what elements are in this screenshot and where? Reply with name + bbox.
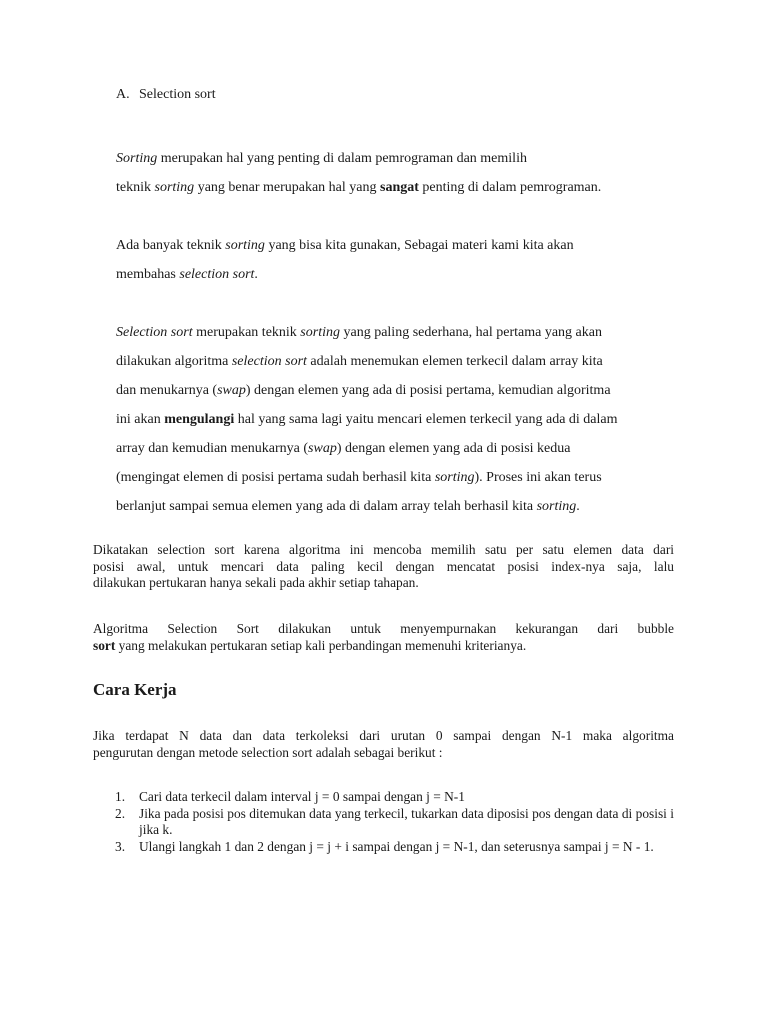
text-run: (mengingat elemen di posisi pertama sudah berhasil kita bbox=[116, 470, 435, 485]
text-run: adalah menemukan elemen terkecil dalam array kita bbox=[306, 354, 603, 369]
italic-term: swap bbox=[308, 441, 337, 456]
text-run: dilakukan algoritma bbox=[116, 354, 232, 369]
text-run: yang melakukan pertukaran setiap kali perbandingan memenuhi kriterianya. bbox=[115, 637, 527, 653]
paragraph-line: posisi awal, untuk mencari data paling kecil dengan mencatat posisi index-nya saja, lalu bbox=[93, 558, 674, 574]
text-run: yang paling sederhana, hal pertama yang akan bbox=[339, 325, 602, 340]
paragraph-dikatakan bbox=[93, 542, 674, 592]
paragraph-line bbox=[116, 434, 676, 463]
italic-term: sorting bbox=[300, 325, 340, 340]
paragraph-line: Algoritma Selection Sort dilakukan untuk menyempurnakan kekurangan dari bubble bbox=[93, 621, 674, 636]
italic-term: sorting bbox=[536, 499, 577, 514]
list-item bbox=[93, 839, 674, 856]
italic-term: selection sort bbox=[231, 354, 307, 369]
text-run: ) dengan elemen yang ada di posisi pertama, kemudian algoritma bbox=[245, 383, 611, 398]
paragraph-line bbox=[116, 376, 676, 405]
paragraph-line bbox=[116, 144, 676, 173]
text-run: yang bisa kita gunakan, Sebagai materi kami kita akan bbox=[264, 238, 574, 253]
text-run: merupakan teknik bbox=[192, 325, 301, 340]
paragraph-line bbox=[116, 231, 676, 260]
italic-term: sorting bbox=[225, 238, 265, 253]
italic-term: selection sort bbox=[179, 267, 255, 282]
text-run: ). Proses ini akan terus bbox=[474, 470, 602, 485]
italic-term: Selection sort bbox=[116, 325, 193, 340]
paragraph-algoritma bbox=[93, 621, 674, 654]
italic-term: sorting bbox=[154, 180, 195, 195]
paragraph-line: Jika terdapat N data dan data terkoleksi dari urutan 0 sampai dengan N-1 maka algoritma bbox=[93, 728, 674, 743]
text-run: . bbox=[576, 499, 580, 514]
list-item bbox=[93, 789, 674, 806]
text-run: hal yang sama lagi yaitu mencari elemen terkecil yang ada di dalam bbox=[234, 412, 618, 427]
paragraph-line bbox=[116, 347, 676, 376]
text-run: . bbox=[254, 267, 258, 282]
section-heading-cara-kerja: Cara Kerja bbox=[93, 680, 177, 699]
text-run: ) dengan elemen yang ada di posisi kedua bbox=[336, 441, 571, 456]
list-text: Cari data terkecil dalam interval j = 0 sampai dengan j = N-1 bbox=[139, 789, 465, 804]
paragraph-jika bbox=[93, 728, 674, 761]
section-heading-a bbox=[116, 87, 216, 103]
paragraph-line bbox=[116, 173, 676, 202]
paragraph-sorting-intro bbox=[116, 144, 676, 202]
bold-term: sangat bbox=[380, 180, 419, 195]
text-run: membahas bbox=[116, 267, 180, 282]
italic-term: Sorting bbox=[116, 151, 158, 166]
paragraph-line bbox=[116, 318, 676, 347]
paragraph-selection-sort bbox=[116, 318, 676, 521]
bold-term: mengulangi bbox=[164, 412, 235, 427]
paragraph-line bbox=[93, 638, 674, 655]
text-run: berlanjut sampai semua elemen yang ada di dalam array telah berhasil kita bbox=[116, 499, 537, 514]
list-item bbox=[93, 806, 674, 839]
bold-term: sort bbox=[93, 637, 116, 653]
italic-term: swap bbox=[217, 383, 246, 398]
text-run: Ada banyak teknik bbox=[116, 238, 226, 253]
list-number: 1. bbox=[115, 789, 126, 804]
list-number: 3. bbox=[115, 838, 126, 854]
italic-term: sorting bbox=[434, 470, 475, 485]
section-number: A. bbox=[116, 87, 130, 102]
paragraph-line: dilakukan pertukaran hanya sekali pada akhir setiap tahapan. bbox=[93, 575, 419, 590]
list-number: 2. bbox=[115, 805, 126, 821]
text-run: array dan kemudian menukarnya ( bbox=[116, 441, 309, 456]
paragraph-line bbox=[116, 463, 676, 492]
paragraph-line: Dikatakan selection sort karena algoritma ini mencoba memilih satu per satu elemen data dari bbox=[93, 542, 674, 557]
section-title: Selection sort bbox=[139, 87, 216, 102]
paragraph-line: pengurutan dengan metode selection sort adalah sebagai berikut : bbox=[93, 744, 443, 760]
list-text: Jika pada posisi pos ditemukan data yang terkecil, tukarkan data diposisi pos dengan data di posisi i jika k. bbox=[139, 805, 674, 837]
steps-list bbox=[93, 789, 674, 855]
text-run: teknik bbox=[116, 180, 155, 195]
paragraph-line bbox=[116, 405, 676, 434]
paragraph-line bbox=[116, 260, 676, 289]
list-text: Ulangi langkah 1 dan 2 dengan j = j + i sampai dengan j = N-1, dan seterusnya sampai j = N - 1. bbox=[139, 838, 654, 854]
paragraph-line bbox=[116, 492, 676, 521]
text-run: ini akan bbox=[116, 412, 165, 427]
text-run: penting di dalam pemrograman. bbox=[418, 180, 602, 195]
text-run: dan menukarnya ( bbox=[116, 383, 218, 398]
paragraph-banyak-teknik bbox=[116, 231, 676, 289]
text-run: yang benar merupakan hal yang bbox=[194, 180, 381, 195]
text-run: merupakan hal yang penting di dalam pemrograman dan memilih bbox=[157, 151, 527, 166]
